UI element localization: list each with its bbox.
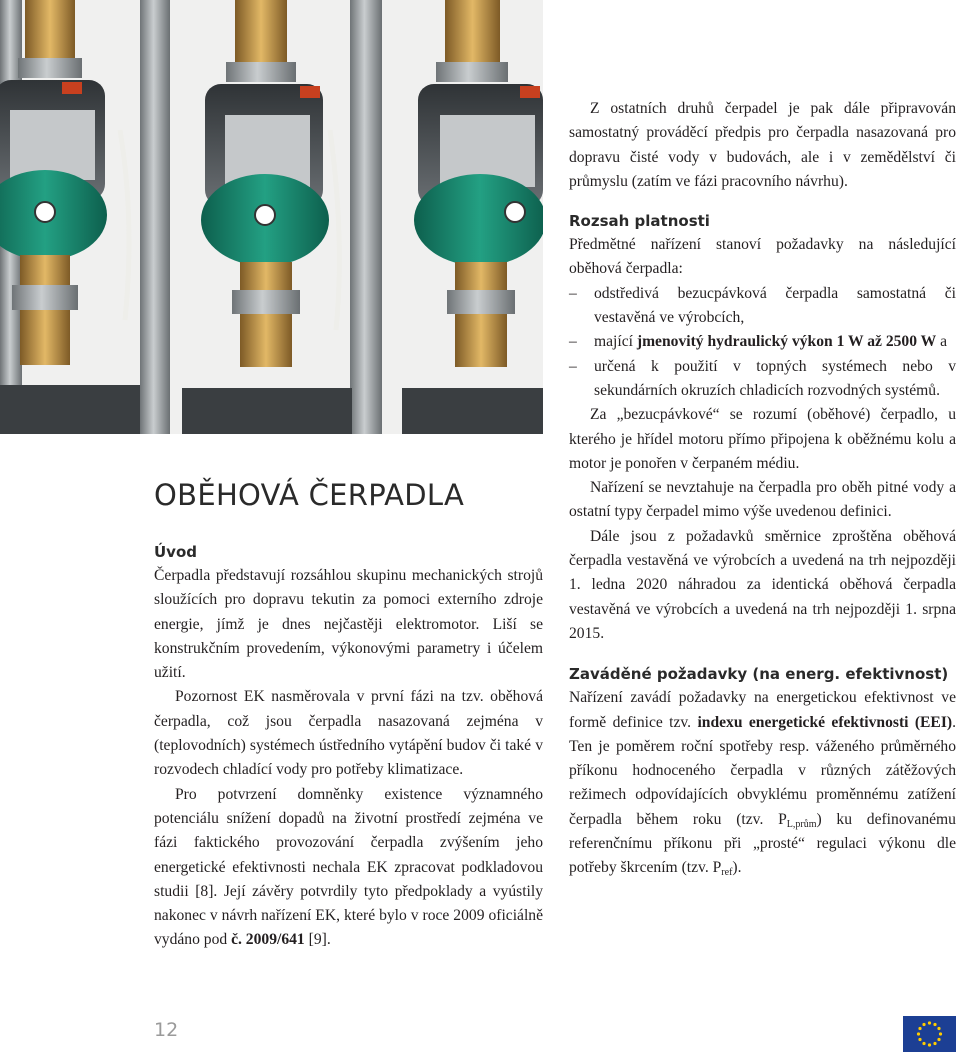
scope-item-2-lead: mající <box>594 333 637 351</box>
intro-paragraph-3 <box>154 783 543 953</box>
other-pumps-paragraph: Z ostatních druhů čerpadel je pak dále připravován samostatný prováděcí předpis pro čerpadla nasazovaná pro dopravu čisté vody v budovách, ale i v zemědělství či průmyslu (zatím ve fázi pracovního návrhu). <box>569 100 956 190</box>
req-text-a: Nařízení zavádí požadavky na energetickou efektivnost ve formě definice tzv. <box>569 689 956 731</box>
p-lprum-subscript: L,prům <box>786 818 817 830</box>
pumps-illustration <box>0 0 543 434</box>
intro-paragraph-1: Čerpadla představují rozsáhlou skupinu mechanických strojů sloužících pro dopravu tekutin za pomoci externího zdroje energie, jímž je dnes nejčastěji elektromotor. Liší se konstrukčním provedením, výkonovými parametry i účelem užití. <box>154 567 543 682</box>
req-text-b: . Ten je poměrem roční spotřeby resp. váženého průměrného příkonu hodnoceného čerpadla v různých zátěžových režimech odpovídajících obvyklému proměnnému zatížení čerpadla během roku (tzv. P <box>569 713 956 828</box>
page-title: OBĚHOVÁ ČERPADLA <box>154 478 465 512</box>
scope-item-1: – odstředivá bezucpávková čerpadla samostatná či vestavěná ve výrobcích, <box>569 282 956 331</box>
intro-p3-ref: [9]. <box>304 931 331 949</box>
eu-stars-icon <box>903 1016 956 1052</box>
requirements-heading: Zaváděné požadavky (na energ. efektivnost) <box>569 665 949 684</box>
scope-intro: Předmětné nařízení stanoví požadavky na následující oběhová čerpadla: <box>569 236 956 278</box>
exemption-paragraph: Dále jsou z požadavků směrnice zproštěna oběhová čerpadla vestavěná ve výrobcích a uvedená na trh nejpozději 1. ledna 2020 náhradou za identická oběhová čerpadla vestavěná ve výrobcích a uvedená na trh nejpozději 1. srpna 2015. <box>569 527 956 642</box>
scope-item-2-bold: jmenovitý hydraulický výkon 1 W až 2500 W <box>636 333 937 351</box>
intro-heading: Úvod <box>154 543 198 561</box>
scope-list <box>569 282 956 403</box>
scope-item-2 <box>569 330 956 354</box>
requirements-paragraph <box>569 686 956 880</box>
req-text-c: ) ku definovanému referenčnímu příkonu při „prosté“ regulaci výkonu dle potřeby škrcením (tzv. P <box>569 810 956 877</box>
left-column <box>154 540 543 953</box>
intro-p3-text: Pro potvrzení domněnky existence významného potenciálu snížení dopadů na životní prostředí zejména ve fázi faktického provozování čerpadla zvýšením jeho energetické efektivnosti nechala EK zpracovat podkladovou studii [8]. Její závěry potvrdily tyto předpoklady a vyústily nakonec v návrh nařízení EK, které bylo v roce 2009 oficiálně vydáno pod <box>154 785 543 949</box>
req-text-d: ). <box>732 859 742 877</box>
right-column <box>569 97 956 881</box>
scope-item-2-tail: a <box>936 333 948 351</box>
glandless-definition: Za „bezucpávkové“ se rozumí (oběhové) čerpadlo, u kterého je hřídel motoru přímo připojena k oběžnému kolu a motor je ponořen v čerpaném médiu. <box>569 406 956 472</box>
intro-paragraph-2: Pozornost EK nasměrovala v první fázi na tzv. oběhová čerpadla, což jsou čerpadla nasazovaná zejména v (teplovodních) systémech ústředního vytápění budov či také v rozvodech chladící vody pro potřeby klimatizace. <box>154 688 543 779</box>
regulation-number: č. 2009/641 <box>231 931 305 949</box>
page-number: 12 <box>154 1019 179 1041</box>
exclusion-paragraph: Nařízení se nevztahuje na čerpadla pro oběh pitné vody a ostatní typy čerpadel mimo výše uvedenou definici. <box>569 479 956 521</box>
pumps-photo <box>0 0 543 434</box>
scope-heading: Rozsah platnosti <box>569 212 710 231</box>
eu-flag-icon <box>903 1016 956 1052</box>
p-ref-subscript: ref <box>721 867 733 879</box>
scope-item-3: – určená k použití v topných systémech nebo v sekundárních okruzích chladicích rozvodných systémů. <box>569 355 956 404</box>
eei-bold: indexu energetické efektivnosti (EEI) <box>697 713 953 731</box>
